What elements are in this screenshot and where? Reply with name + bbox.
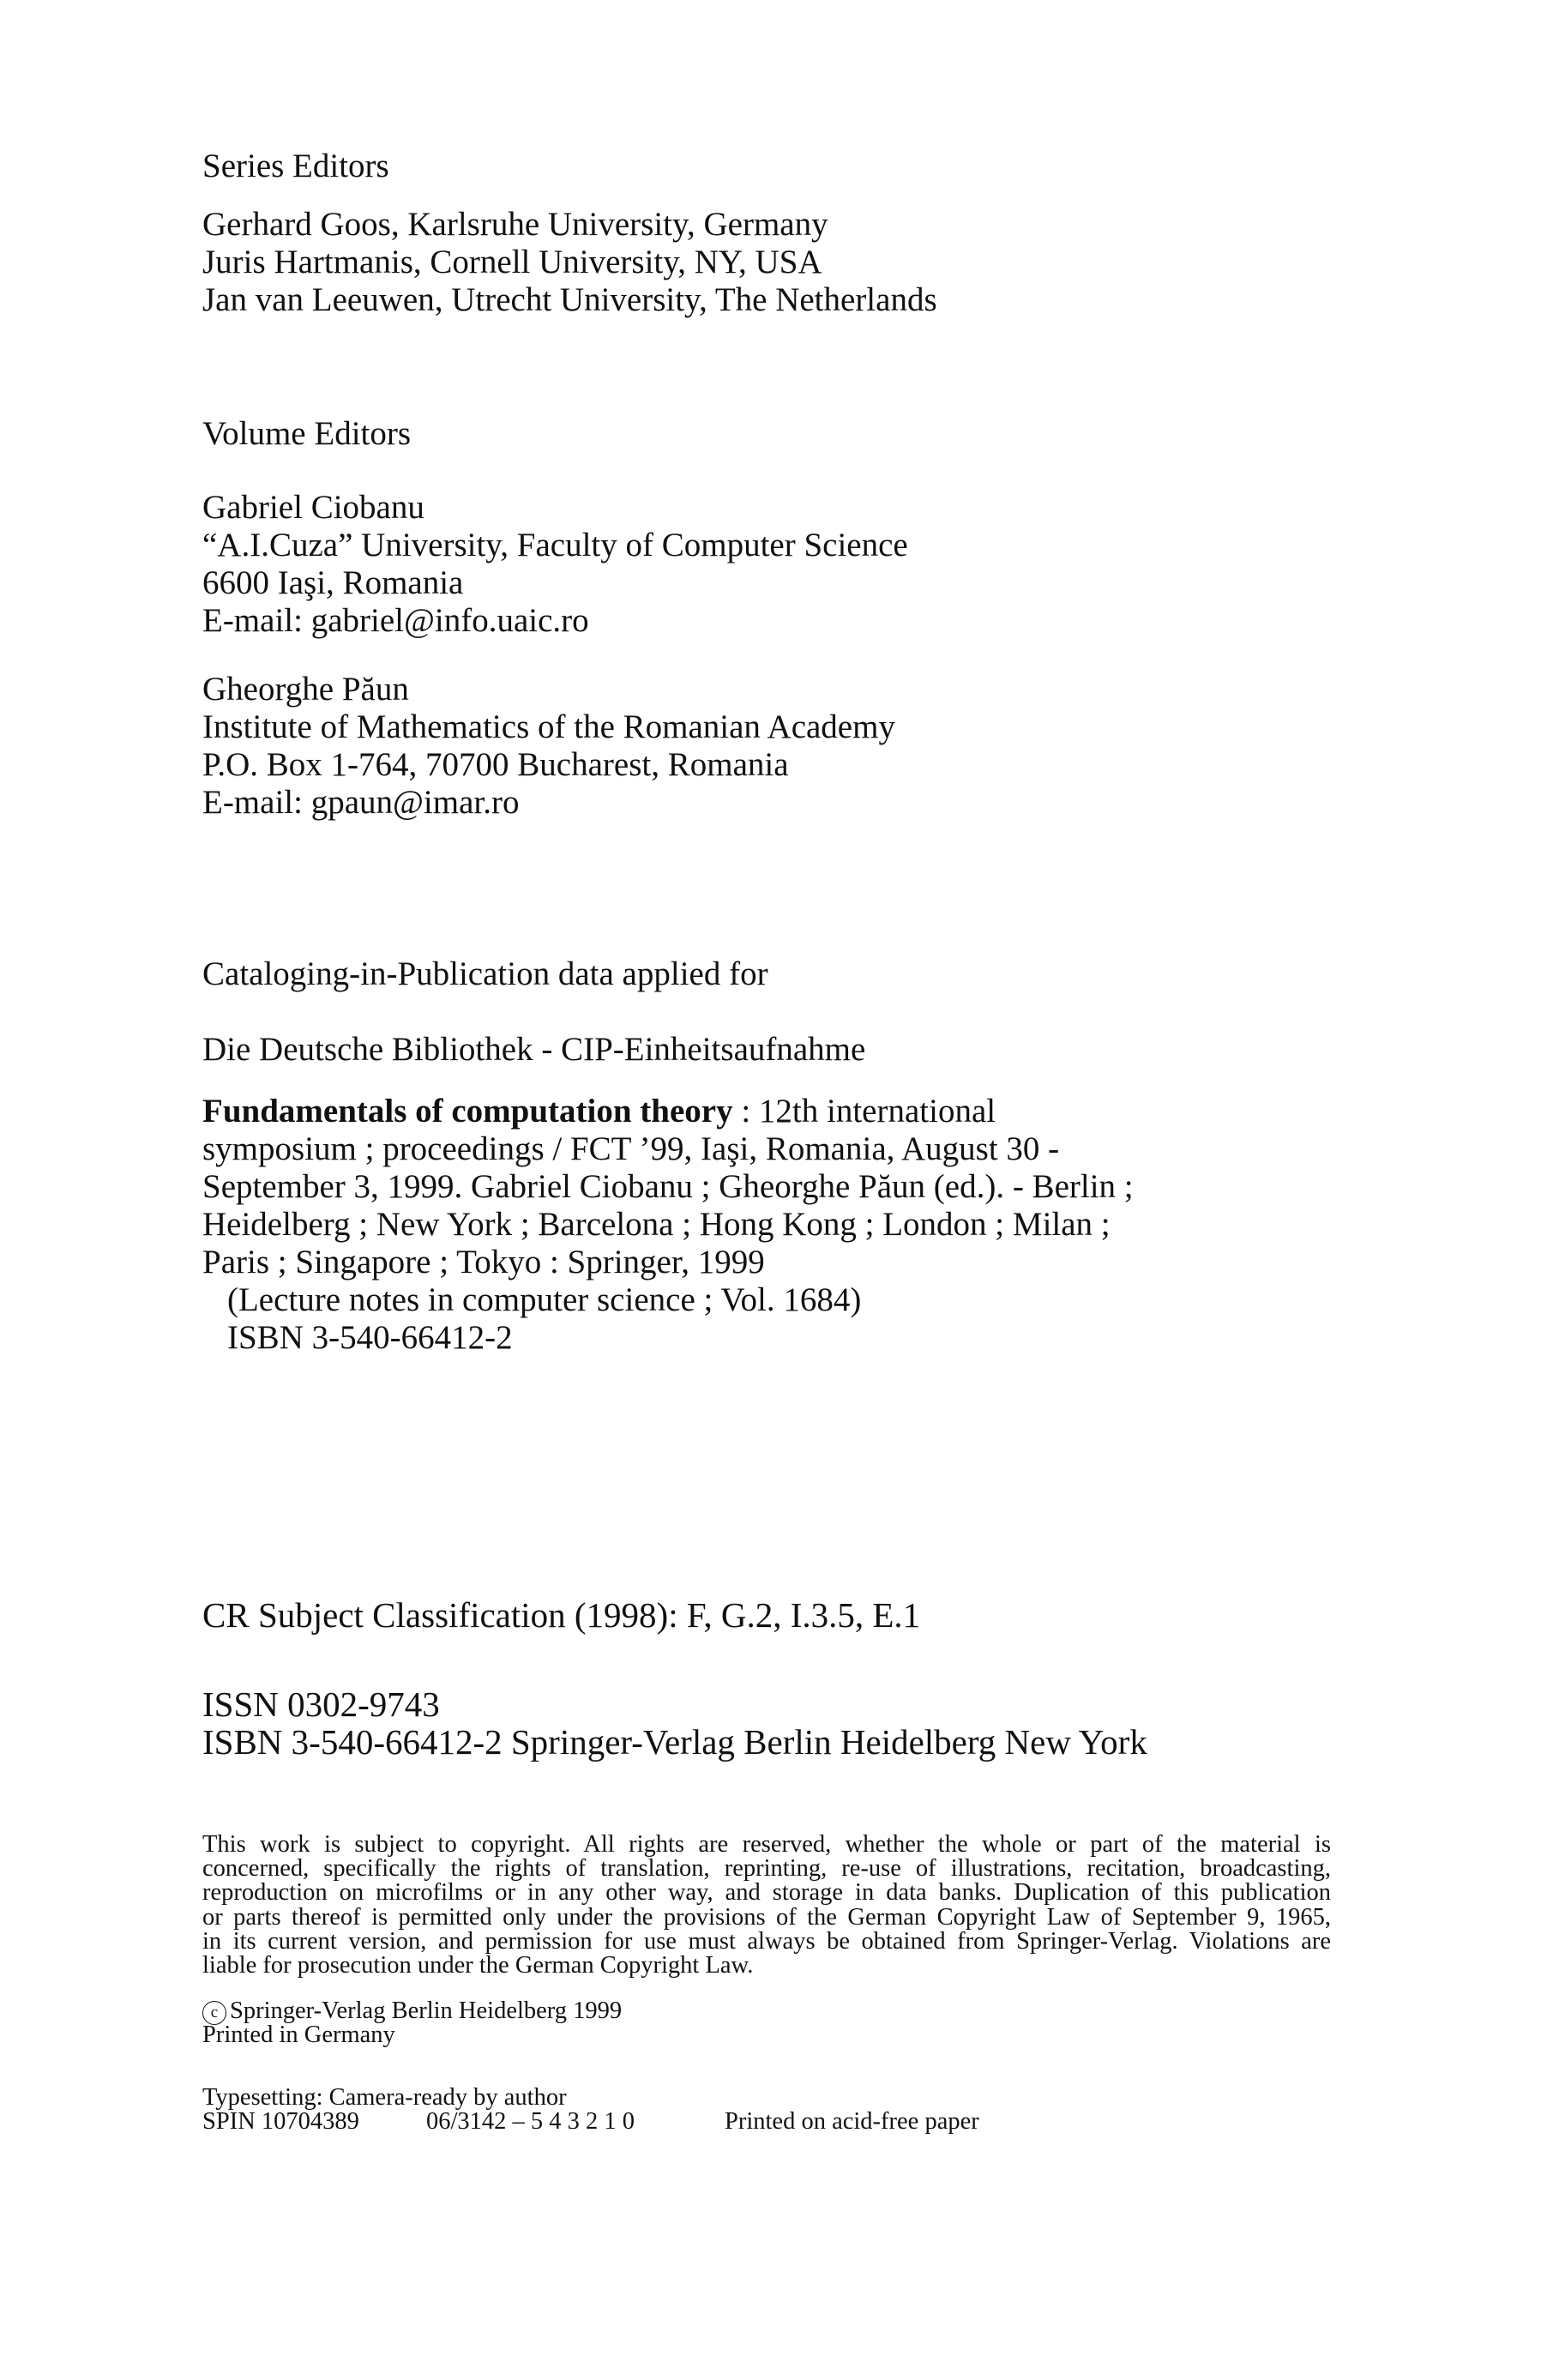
- volume-editors-heading: Volume Editors: [202, 415, 412, 452]
- copyright-notice: [202, 1833, 1331, 1978]
- isbn: ISBN 3-540-66412-2 Springer-Verlag Berlin Heidelberg New York: [202, 1722, 1147, 1762]
- editor1-email: E-mail: gabriel@info.uaic.ro: [202, 602, 589, 639]
- printed-in: Printed in Germany: [202, 2021, 395, 2048]
- series-editor-line: Jan van Leeuwen, Utrecht University, The Netherlands: [202, 281, 937, 318]
- cip-isbn: ISBN 3-540-66412-2: [227, 1319, 513, 1356]
- issn: ISSN 0302-9743: [202, 1684, 440, 1724]
- cip-title-bold: Fundamentals of computation theory: [202, 1093, 733, 1130]
- series-editors-heading: Series Editors: [202, 148, 389, 184]
- typesetting: Typesetting: Camera-ready by author: [202, 2084, 567, 2111]
- editor1-affiliation: “A.I.Cuza” University, Faculty of Computer Science: [202, 527, 908, 563]
- cip-line: symposium ; proceedings / FCT ’99, Iaşi, Romania, August 30 -: [202, 1130, 1060, 1167]
- copyright-notice-line: reproduction on microfilms or in any other way, and storage in data banks. Duplication of this publication: [202, 1879, 1331, 1907]
- editor1-name: Gabriel Ciobanu: [202, 489, 424, 526]
- copyright-notice-line: liable for prosecution under the German Copyright Law.: [202, 1952, 754, 1979]
- cip-line: Heidelberg ; New York ; Barcelona ; Hong Kong ; London ; Milan ;: [202, 1206, 1111, 1243]
- copyright-icon: c: [202, 2001, 226, 2025]
- spin-code: SPIN 10704389: [202, 2108, 359, 2135]
- editor2-address: P.O. Box 1-764, 70700 Bucharest, Romania: [202, 746, 789, 783]
- copyright-notice-line: This work is subject to copyright. All rights are reserved, whether the whole or part of the material is: [202, 1831, 1331, 1858]
- cip-line: September 3, 1999. Gabriel Ciobanu ; Gheorghe Păun (ed.). - Berlin ;: [202, 1168, 1134, 1205]
- series-editor-line: Gerhard Goos, Karlsruhe University, Germany: [202, 206, 828, 243]
- print-code: 06/3142 – 5 4 3 2 1 0: [426, 2108, 635, 2135]
- editor1-address: 6600 Iaşi, Romania: [202, 564, 464, 601]
- cip-title-line: [202, 1093, 996, 1130]
- cip-library: Die Deutsche Bibliothek - CIP-Einheitsaufnahme: [202, 1031, 866, 1068]
- copyright-notice-line: concerned, specifically the rights of translation, reprinting, re-use of illustrations, recitation, broadcasting,: [202, 1855, 1331, 1883]
- copyright-notice-line: or parts thereof is permitted only under the provisions of the German Copyright Law of September 9, 1965,: [202, 1903, 1331, 1931]
- series-editor-line: Juris Hartmanis, Cornell University, NY, USA: [202, 244, 822, 280]
- cip-series-note: (Lecture notes in computer science ; Vol. 1684): [227, 1281, 862, 1318]
- cr-classification: CR Subject Classification (1998): F, G.2, I.3.5, E.1: [202, 1595, 921, 1635]
- cip-applied: Cataloging-in-Publication data applied for: [202, 955, 768, 992]
- copyright-holder: Springer-Verlag Berlin Heidelberg 1999: [230, 1997, 623, 2024]
- editor2-email: E-mail: gpaun@imar.ro: [202, 784, 520, 821]
- acid-free-paper: Printed on acid-free paper: [725, 2108, 979, 2135]
- copyright-notice-line: in its current version, and permission for use must always be obtained from Springer-Verlag. Violations are: [202, 1927, 1331, 1955]
- cip-title-rest: : 12th international: [732, 1093, 996, 1130]
- editor2-affiliation: Institute of Mathematics of the Romanian Academy: [202, 708, 895, 745]
- editor2-name: Gheorghe Păun: [202, 671, 409, 708]
- cip-line: Paris ; Singapore ; Tokyo : Springer, 1999: [202, 1244, 765, 1280]
